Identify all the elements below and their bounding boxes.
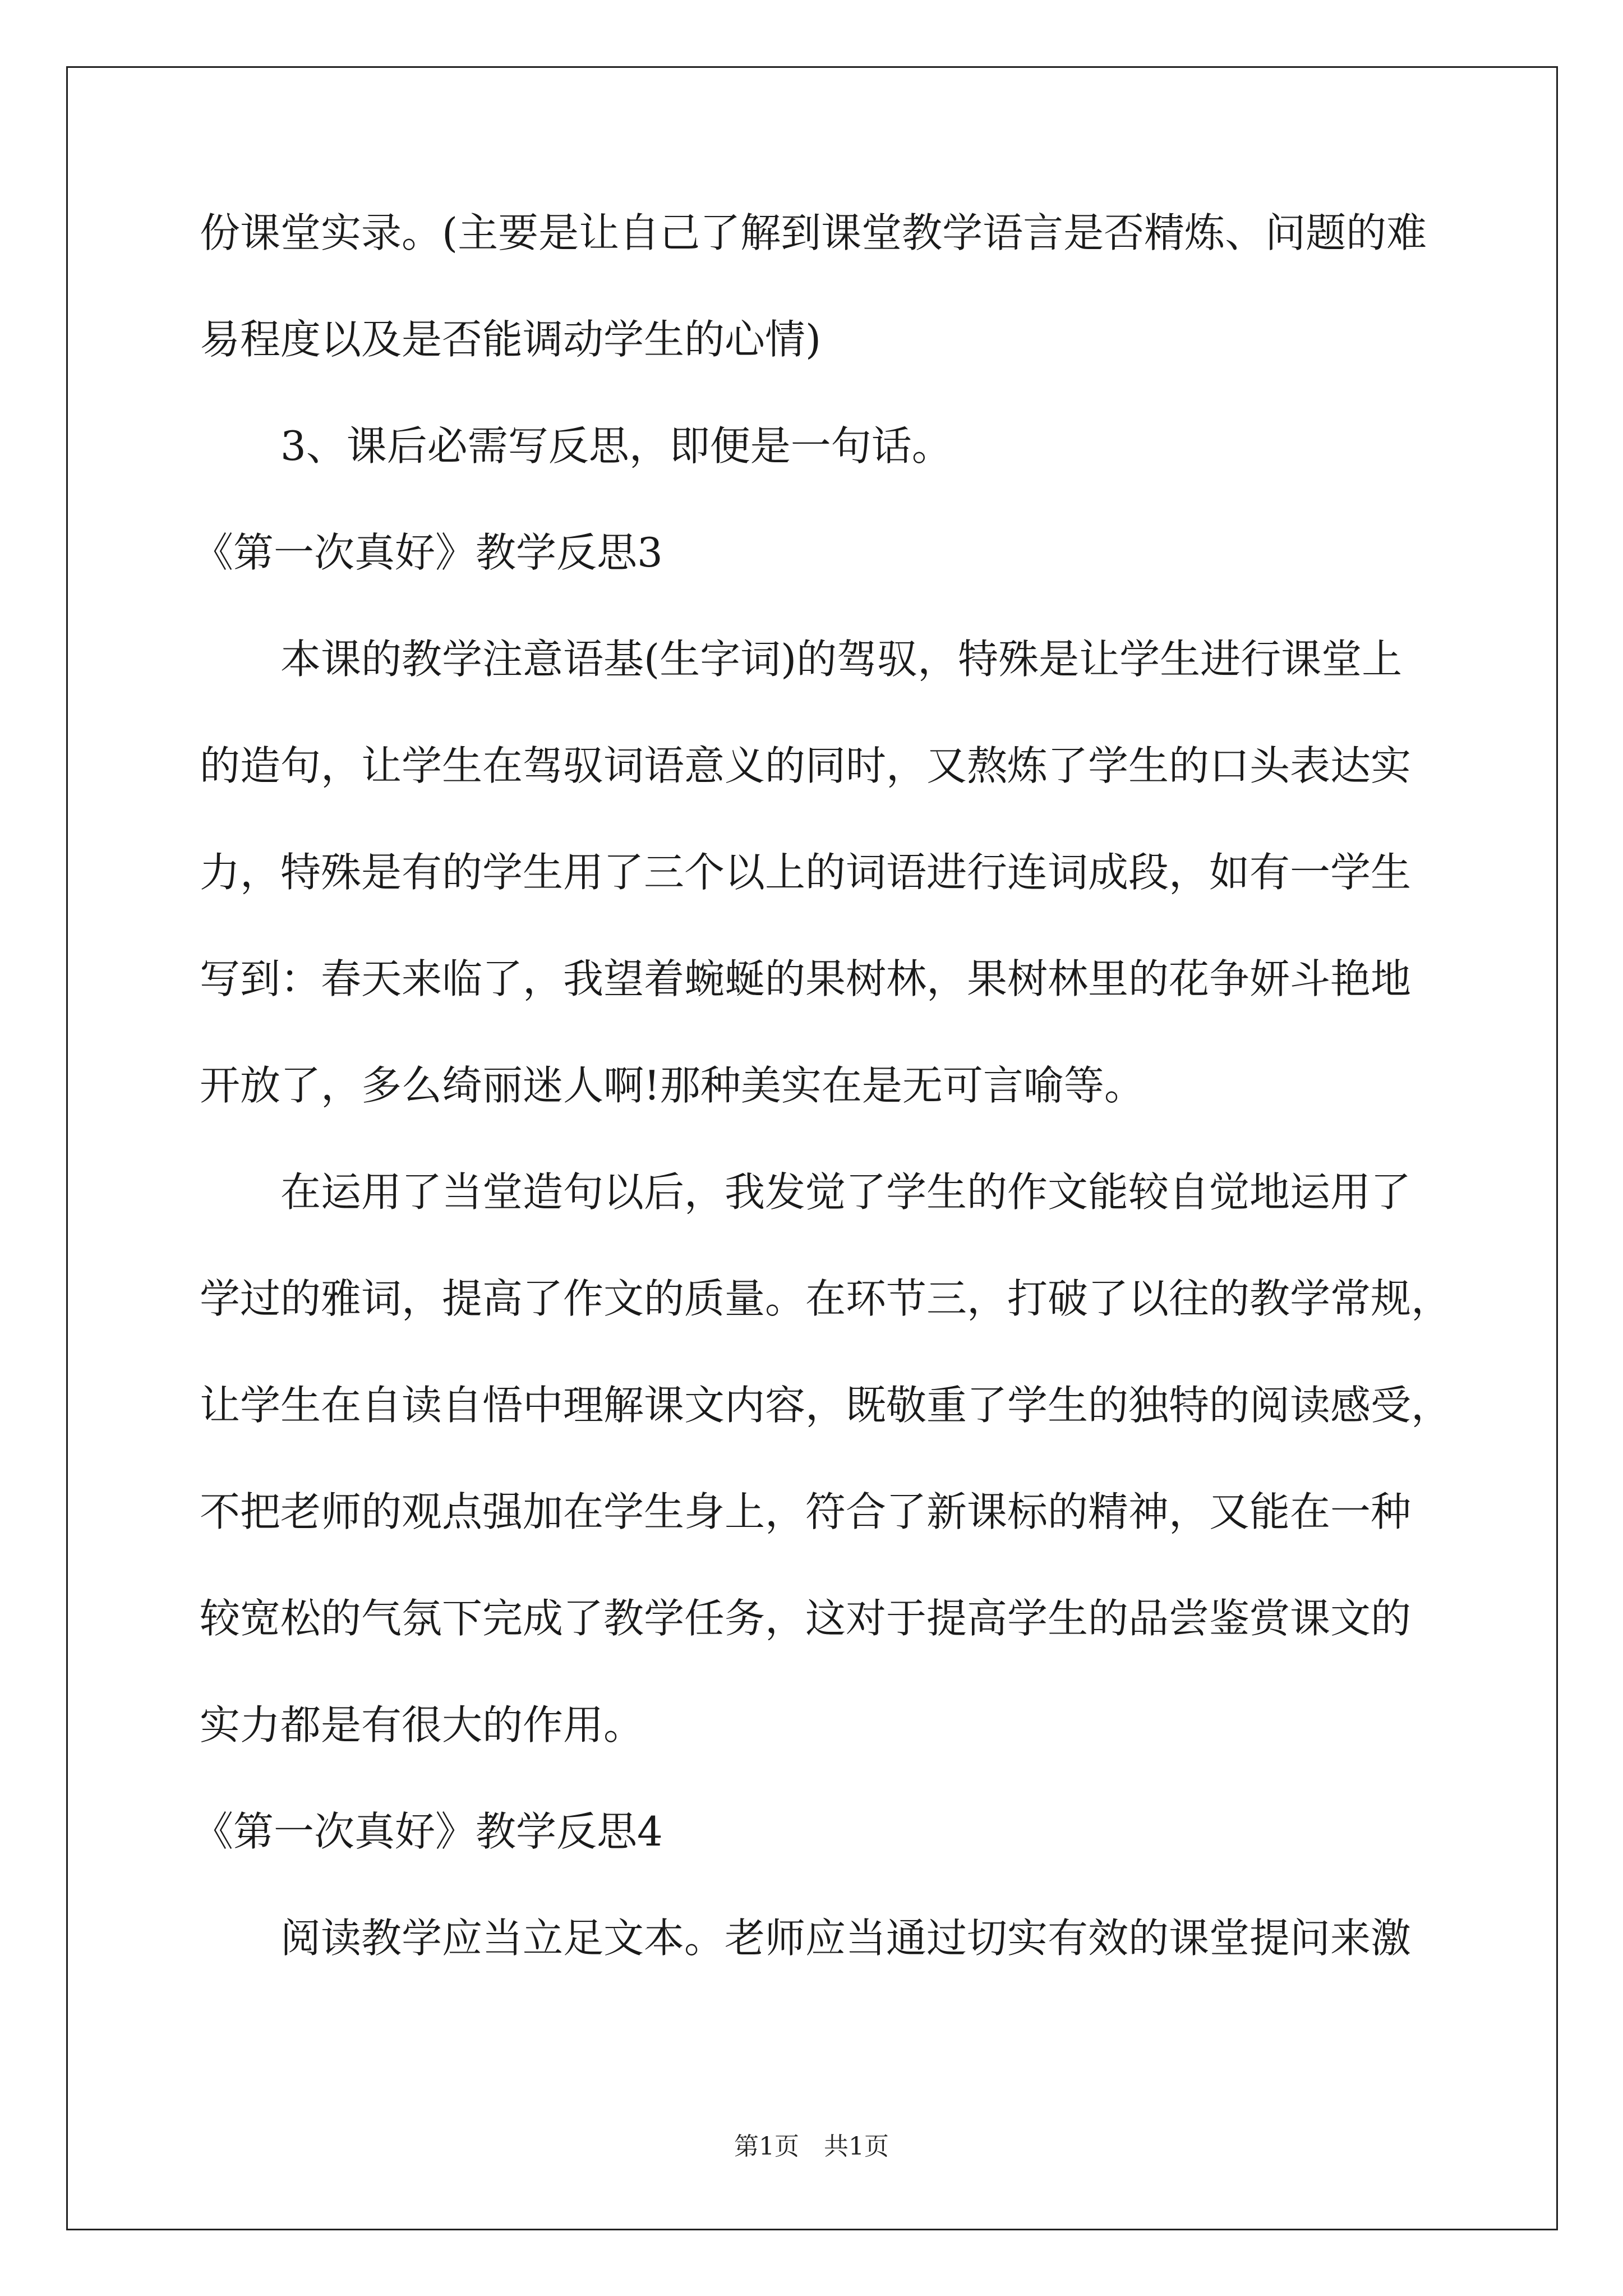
- text-line-14: 较宽松的气氛下完成了教学任务，这对于提高学生的品尝鉴赏课文的: [200, 1595, 1412, 1642]
- text-line-5: 本课的教学注意语基(生字词)的驾驭，特殊是让学生进行课堂上: [280, 636, 1403, 683]
- text-line-12: 让学生在自读自悟中理解课文内容，既敬重了学生的独特的阅读感受，: [200, 1382, 1452, 1429]
- text-line-7: 力，特殊是有的学生用了三个以上的词语进行连词成段，如有一学生: [200, 849, 1412, 896]
- text-line-13: 不把老师的观点强加在学生身上，符合了新课标的精神，又能在一种: [200, 1488, 1412, 1535]
- page-number: 第1页 共1页: [734, 2132, 889, 2161]
- text-line-9: 开放了，多么绮丽迷人啊!那种美实在是无可言喻等。: [200, 1062, 1145, 1109]
- text-line-2: 易程度以及是否能调动学生的心情): [200, 316, 822, 363]
- text-line-17: 阅读教学应当立足文本。老师应当通过切实有效的课堂提问来激: [280, 1915, 1412, 1962]
- section-heading-3: 《第一次真好》教学反思3: [193, 529, 663, 576]
- text-line-15: 实力都是有很大的作用。: [200, 1701, 644, 1749]
- text-line-10: 在运用了当堂造句以后，我发觉了学生的作文能较自觉地运用了: [280, 1168, 1412, 1216]
- text-line-11: 学过的雅词，提高了作文的质量。在环节三，打破了以往的教学常规，: [200, 1275, 1452, 1322]
- section-heading-4: 《第一次真好》教学反思4: [193, 1808, 663, 1855]
- text-line-8: 写到：春天来临了，我望着蜿蜒的果树林，果树林里的花争妍斗艳地: [200, 955, 1412, 1002]
- text-line-3: 3、课后必需写反思，即便是一句话。: [280, 422, 952, 470]
- page-border: [66, 66, 1558, 2230]
- text-line-1: 份课堂实录。(主要是让自己了解到课堂教学语言是否精炼、问题的难: [200, 209, 1427, 256]
- text-line-6: 的造句，让学生在驾驭词语意义的同时，又熬炼了学生的口头表达实: [200, 742, 1412, 789]
